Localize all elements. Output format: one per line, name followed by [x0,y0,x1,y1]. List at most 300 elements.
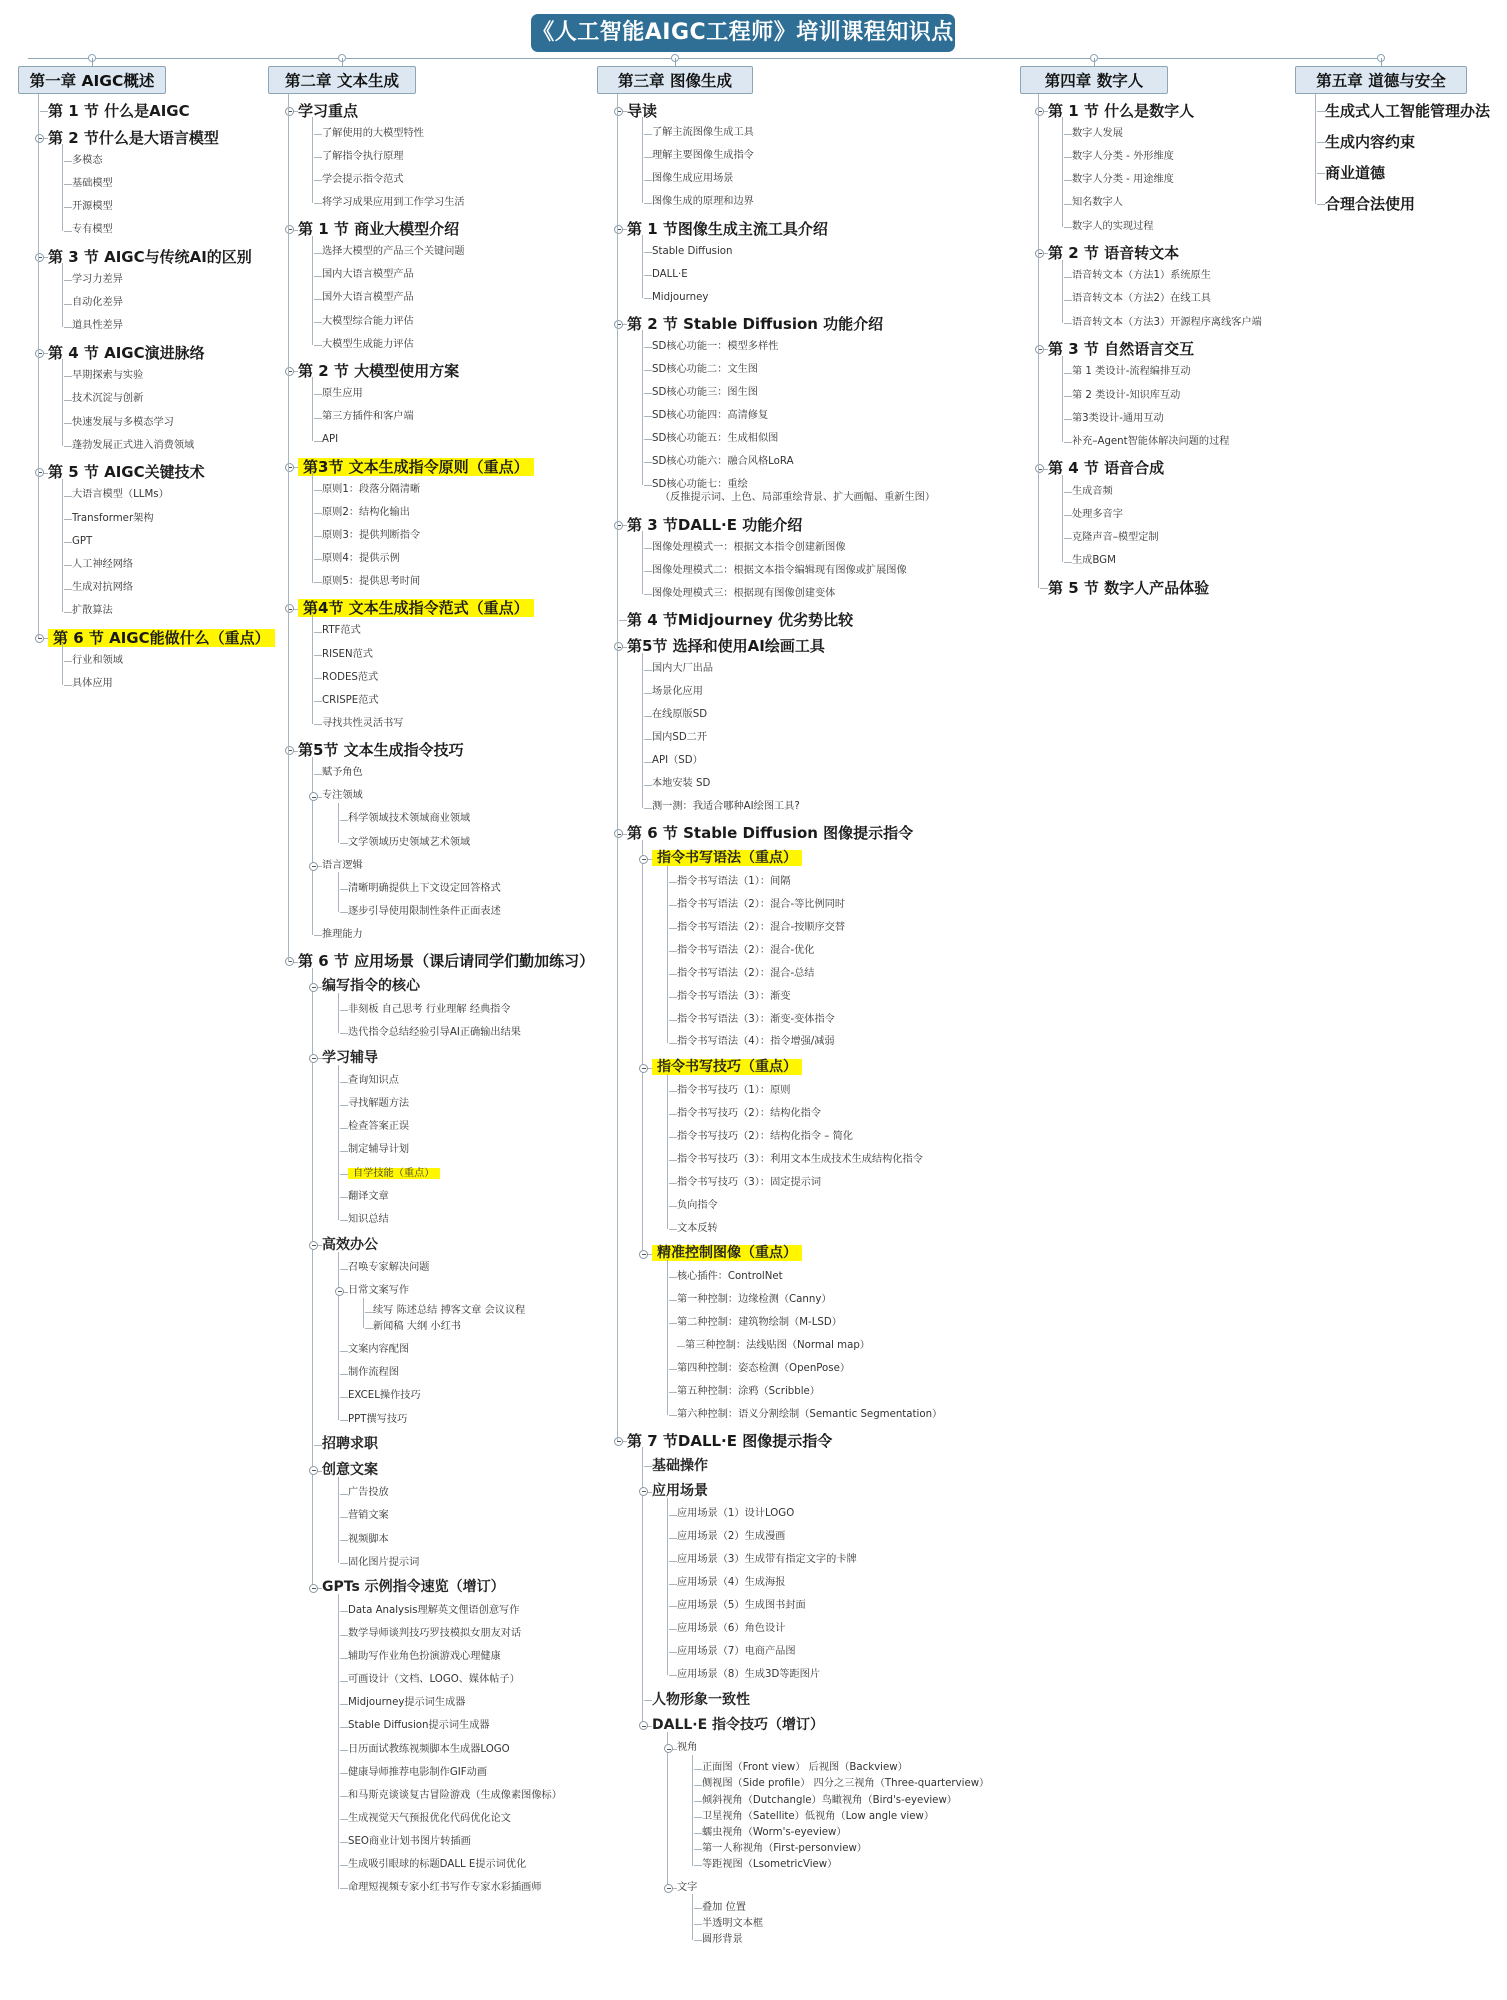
subtopic-node[interactable] [677,1271,783,1284]
subtopic-node[interactable] [348,1075,399,1088]
topic-node[interactable] [652,127,754,140]
subtopic-node[interactable] [348,1859,526,1872]
node-label: 文字 [677,1881,698,1893]
node-label: 第 7 节DALL·E 图像提示指令 [627,1431,833,1450]
collapse-toggle-icon[interactable] [35,634,44,643]
subtopic-node[interactable] [348,1697,466,1710]
topic-node[interactable] [1072,197,1123,210]
subtopic-node[interactable] [702,1918,763,1931]
section-node[interactable] [298,599,534,618]
subtopic-node[interactable] [348,1813,511,1826]
topic-node[interactable] [1072,128,1123,141]
topic-node[interactable] [652,364,758,377]
topic-node[interactable] [322,174,404,187]
section-node[interactable] [1048,340,1194,359]
topic-node[interactable] [322,411,414,424]
node-label: Stable Diffusion [652,245,733,257]
subtopic-node[interactable] [677,922,845,935]
topic-node[interactable] [72,582,133,595]
topic-node[interactable] [72,489,169,502]
node-label: 续写 陈述总结 搏客文章 会议议程 [373,1305,526,1317]
subtopic-node[interactable] [702,1859,837,1872]
node-label: 人工神经网络 [72,559,134,570]
section-node[interactable] [1048,102,1194,121]
topic-node[interactable] [322,388,363,401]
topic-node[interactable] [1072,390,1180,403]
topic-node[interactable] [652,150,754,163]
topic-node[interactable] [1072,293,1211,306]
topic-node[interactable] [652,686,703,699]
collapse-toggle-icon[interactable] [309,983,318,992]
subtopic-node[interactable] [348,1882,542,1895]
collapse-toggle-icon[interactable] [1035,464,1044,473]
collapse-toggle-icon[interactable] [309,1054,318,1063]
subtopic-node[interactable] [677,1646,796,1659]
node-label: 辅助写作业角色扮演游戏心理健康 [348,1651,501,1663]
collapse-toggle-icon[interactable] [614,829,623,838]
section-node[interactable] [298,362,459,381]
topic-node[interactable] [652,732,707,745]
subtopic-node[interactable] [348,1214,389,1227]
node-label: GPTs 示例指令速览（增订） [322,1579,505,1596]
topic-node[interactable] [322,929,363,942]
topic-node[interactable] [72,155,103,168]
subtopic-node[interactable] [348,1628,521,1641]
subtopic-node[interactable] [348,1744,510,1757]
topic-node[interactable] [652,778,710,791]
subtopic-node[interactable] [348,1367,399,1380]
collapse-toggle-icon[interactable] [35,468,44,477]
subtopic-node[interactable] [702,1778,989,1791]
branch-line [363,1298,364,1328]
topic-node[interactable] [72,393,143,406]
subtopic-node[interactable] [348,1790,562,1803]
subtopic-node[interactable] [677,1742,697,1755]
subtopic-node[interactable] [677,1200,718,1213]
collapse-toggle-icon[interactable] [309,1241,318,1250]
section-node[interactable] [627,516,802,535]
topic-node[interactable] [652,196,754,209]
topic-node[interactable] [322,530,420,543]
topic-node[interactable] [322,1237,378,1255]
subtopic-node[interactable] [702,1811,934,1824]
topic-node[interactable] [322,316,414,329]
topic-node[interactable] [322,553,400,566]
subtopic-node[interactable] [348,837,470,850]
topic-node[interactable] [652,341,778,354]
node-label: 第五种控制：涂鸦（Scribble） [677,1385,820,1397]
topic-node[interactable] [72,536,92,549]
section-node[interactable] [298,220,459,239]
subtopic-node[interactable] [348,1605,519,1618]
topic-node[interactable] [322,151,404,164]
subtopic-node[interactable] [677,1508,794,1521]
section-node[interactable] [298,458,534,477]
subtopic-node[interactable] [348,1098,409,1111]
subtopic-node[interactable] [677,945,815,958]
section-node[interactable] [48,463,205,482]
section-node[interactable] [1325,195,1415,214]
chapter-spine [288,94,289,962]
topic-node[interactable] [652,1717,824,1735]
topic-node[interactable] [322,649,373,662]
topic-node[interactable] [322,484,420,497]
collapse-toggle-icon[interactable] [285,463,294,472]
branch-line [667,1260,668,1415]
section-node[interactable] [48,248,252,267]
topic-node[interactable] [322,197,465,210]
subtopic-node[interactable] [702,1827,847,1840]
topic-node[interactable] [322,1050,378,1068]
topic-node[interactable] [1072,366,1191,379]
node-label: 本地安装 SD [652,778,711,790]
chapter-node[interactable]: 第三章 图像生成 [597,66,753,94]
branch-line [312,615,313,724]
section-node[interactable] [627,1432,832,1451]
node-label: DALL·E [652,268,688,280]
topic-node[interactable] [652,709,707,722]
subtopic-node[interactable] [348,813,470,826]
collapse-toggle-icon[interactable] [639,1721,648,1730]
subtopic-node[interactable] [677,1131,853,1144]
collapse-toggle-icon[interactable] [309,792,318,801]
subtopic-node[interactable] [373,1305,525,1318]
topic-node[interactable] [1072,317,1262,330]
node-label: 第一人称视角（First-personview） [702,1842,867,1854]
topic-node[interactable] [322,269,414,282]
subtopic-node[interactable] [348,1557,419,1570]
subtopic-node[interactable] [348,1344,409,1357]
section-node[interactable] [298,102,358,121]
section-node[interactable] [1325,102,1490,121]
topic-node[interactable] [72,678,113,691]
subtopic-node[interactable] [348,906,501,919]
section-node[interactable] [627,315,883,334]
topic-node[interactable] [652,755,703,768]
topic-node[interactable] [72,297,123,310]
collapse-toggle-icon[interactable] [285,367,294,376]
collapse-toggle-icon[interactable] [35,134,44,143]
section-node[interactable] [627,824,913,843]
subtopic-node[interactable] [348,1720,490,1733]
section-node[interactable] [627,637,825,656]
subtopic-node[interactable] [348,1121,409,1134]
topic-node[interactable] [652,246,733,259]
collapse-toggle-icon[interactable] [1035,249,1044,258]
subtopic-node[interactable] [677,1108,821,1121]
subtopic-node[interactable] [702,1795,957,1808]
subtopic-node[interactable] [677,1317,842,1330]
topic-node[interactable] [322,672,378,685]
section-node[interactable] [298,952,594,971]
topic-node[interactable] [652,479,748,492]
subtopic-node[interactable] [677,1294,832,1307]
topic-node[interactable] [652,1692,750,1710]
topic-node[interactable] [322,1462,378,1480]
branch-line [692,1755,693,1866]
topic-node[interactable] [72,559,133,572]
topic-node[interactable] [652,588,835,601]
topic-node[interactable] [322,695,379,708]
topic-node[interactable] [72,605,113,618]
topic-node[interactable] [72,513,154,526]
topic-node[interactable] [1072,221,1154,234]
section-node[interactable] [48,629,275,648]
topic-node[interactable] [322,1579,505,1597]
subtopic-node[interactable] [677,1154,923,1167]
node-label: 补充–Agent智能体解决问题的过程 [1072,435,1230,447]
topic-node[interactable] [322,339,414,352]
collapse-toggle-icon[interactable] [614,320,623,329]
subtopic-node[interactable] [702,1762,908,1775]
topic-node[interactable] [322,576,420,589]
collapse-toggle-icon[interactable] [664,1744,673,1753]
topic-node[interactable] [72,417,174,430]
topic-node[interactable] [652,850,802,868]
topic-node[interactable] [322,507,410,520]
subtopic-node[interactable] [677,968,815,981]
subtopic-node[interactable] [677,1223,718,1236]
node-label: 自学技能（重点） [348,1168,440,1179]
topic-node[interactable] [652,663,713,676]
collapse-toggle-icon[interactable] [285,604,294,613]
subtopic-node[interactable] [348,1674,520,1687]
node-label: 生成吸引眼球的标题DALL E提示词优化 [348,1858,527,1870]
topic-node[interactable] [1072,413,1164,426]
topic-node[interactable] [322,292,414,305]
topic-node[interactable] [652,292,708,305]
subtopic-node[interactable] [702,1902,746,1915]
collapse-toggle-icon[interactable] [614,521,623,530]
subtopic-node[interactable] [348,1487,389,1500]
topic-node[interactable] [72,201,113,214]
topic-node[interactable] [322,860,363,873]
subtopic-node[interactable] [348,1285,409,1298]
node-label: 了解指令执行原理 [322,150,404,162]
section-node[interactable] [1048,459,1164,478]
topic-node[interactable] [1072,436,1230,449]
node-label: RTF范式 [322,625,361,637]
node-label: 国内SD二开 [652,732,708,744]
topic-node[interactable] [652,542,846,555]
topic-node[interactable] [322,767,363,780]
topic-node[interactable] [652,1059,802,1077]
topic-node[interactable] [652,433,778,446]
subtopic-node[interactable] [348,1262,430,1275]
section-node[interactable] [1325,164,1385,183]
node-label: 第3节 文本生成指令原则（重点） [298,458,534,476]
collapse-toggle-icon[interactable] [35,349,44,358]
branch-line [312,236,313,345]
node-label: 扩散算法 [72,605,113,617]
topic-node[interactable] [322,128,424,141]
subtopic-node[interactable] [348,1004,511,1017]
topic-node[interactable] [652,801,800,814]
node-label: 应用场景（6）角色设计 [677,1623,786,1635]
collapse-toggle-icon[interactable] [639,1250,648,1259]
topic-node[interactable] [652,1458,708,1476]
subtopic-node[interactable] [348,1767,487,1780]
node-label: 理解主要图像生成指令 [652,150,754,162]
node-label: 迭代指令总结经验引导AI正确输出结果 [348,1026,521,1038]
topic-node[interactable] [322,625,361,638]
node-label: 应用场景（7）电商产品图 [677,1646,796,1658]
node-label: 自动化差异 [72,297,123,309]
subtopic-node[interactable] [685,1340,870,1353]
node-label: 指令书写语法（重点） [652,850,802,866]
topic-node[interactable] [1072,174,1174,187]
section-node[interactable] [48,129,219,148]
subtopic-node[interactable] [348,1027,521,1040]
subtopic-node[interactable] [348,1651,501,1664]
collapse-toggle-icon[interactable] [1035,345,1044,354]
topic-node[interactable] [652,456,794,469]
chapter-node[interactable]: 第一章 AIGC概述 [18,66,166,94]
subtopic-node[interactable] [348,1510,389,1523]
chapter-node[interactable]: 第五章 道德与安全 [1295,66,1467,94]
topic-node[interactable] [322,246,465,259]
subtopic-node[interactable] [677,1177,821,1190]
subtopic-node[interactable] [348,883,501,896]
collapse-toggle-icon[interactable] [639,1064,648,1073]
node-label: 正面图（Front view） 后视图（Backview） [702,1762,908,1774]
collapse-toggle-icon[interactable] [309,1466,318,1475]
collapse-toggle-icon[interactable] [309,862,318,871]
node-label: 检查答案正误 [348,1121,410,1133]
node-label: 和马斯克谈谈复古冒险游戏（生成像素图像标） [348,1789,562,1801]
branch-line [642,235,643,298]
topic-node[interactable] [1072,151,1174,164]
collapse-toggle-icon[interactable] [335,1287,344,1296]
section-node[interactable] [1325,133,1415,152]
topic-node[interactable] [72,224,113,237]
collapse-toggle-icon[interactable] [664,1884,673,1893]
topic-node[interactable] [72,320,123,333]
section-node[interactable] [48,344,205,363]
topic-node[interactable] [72,370,143,383]
node-label: 编写指令的核心 [322,978,420,995]
node-label: 第 3 节 AIGC与传统AI的区别 [48,247,252,266]
section-node[interactable] [48,102,190,121]
node-label: 国外大语言模型产品 [322,292,414,304]
section-node[interactable] [627,611,853,630]
node-label: API [322,434,339,446]
collapse-toggle-icon[interactable] [614,1437,623,1446]
section-node[interactable] [1048,579,1209,598]
subtopic-node[interactable] [677,876,790,889]
subtopic-node[interactable] [348,1836,471,1849]
collapse-toggle-icon[interactable] [35,253,44,262]
chapter-node[interactable]: 第四章 数字人 [1020,66,1168,94]
subtopic-node[interactable] [677,1036,835,1049]
topic-node[interactable] [652,565,907,578]
topic-node[interactable] [72,440,194,453]
subtopic-node[interactable] [677,1577,785,1590]
subtopic-node[interactable] [348,1191,389,1204]
topic-node[interactable] [652,387,758,400]
topic-node[interactable] [72,178,113,191]
section-node[interactable] [1048,244,1179,263]
collapse-toggle-icon[interactable] [639,1487,648,1496]
subtopic-node[interactable] [677,1554,857,1567]
subtopic-node[interactable] [702,1843,867,1856]
topic-node[interactable] [660,492,935,505]
subtopic-node[interactable] [677,1085,790,1098]
topic-node[interactable] [652,173,734,186]
topic-node[interactable] [1072,270,1211,283]
subtopic-node[interactable] [677,1600,806,1613]
chapter-node[interactable]: 第二章 文本生成 [268,66,416,94]
collapse-toggle-icon[interactable] [1035,107,1044,116]
subtopic-node[interactable] [677,1014,835,1027]
node-label: 生成对抗网络 [72,582,134,594]
section-node[interactable] [298,741,464,760]
subtopic-node[interactable] [677,991,790,1004]
subtopic-node[interactable] [677,1623,785,1636]
topic-node[interactable] [72,655,123,668]
node-label: 图像处理模式一：根据文本指令创建新图像 [652,541,846,553]
subtopic-node[interactable] [677,1363,850,1376]
subtopic-node[interactable] [677,1386,820,1399]
collapse-toggle-icon[interactable] [614,642,623,651]
subtopic-node[interactable] [677,1409,942,1422]
collapse-toggle-icon[interactable] [614,107,623,116]
node-label: 知名数字人 [1072,197,1123,209]
topic-node[interactable] [652,1483,708,1501]
collapse-toggle-icon[interactable] [285,746,294,755]
subtopic-node[interactable] [348,1390,421,1403]
topic-node[interactable] [72,274,123,287]
subtopic-node[interactable] [677,1882,697,1895]
node-label: 指令书写语法（3）：渐变 [677,990,791,1002]
chapter-spine [1038,94,1039,588]
collapse-toggle-icon[interactable] [309,1584,318,1593]
subtopic-node[interactable] [348,1144,409,1157]
topic-node[interactable] [322,790,363,803]
node-label: 侧视图（Side profile） 四分之三视角（Three-quarterview） [702,1778,990,1790]
subtopic-node[interactable] [348,1168,440,1181]
topic-node[interactable] [1072,486,1113,499]
topic-node[interactable] [322,434,338,447]
subtopic-node[interactable] [677,1669,820,1682]
collapse-toggle-icon[interactable] [285,225,294,234]
subtopic-node[interactable] [677,899,845,912]
topic-node[interactable] [652,1245,802,1263]
topic-node[interactable] [322,1436,378,1454]
subtopic-node[interactable] [373,1321,461,1334]
topic-node[interactable] [322,718,404,731]
subtopic-node[interactable] [348,1534,389,1547]
collapse-toggle-icon[interactable] [614,225,623,234]
topic-node[interactable] [1072,509,1123,522]
topic-node[interactable] [322,978,420,996]
topic-node[interactable] [1072,555,1116,568]
subtopic-node[interactable] [677,1531,785,1544]
section-node[interactable] [627,220,828,239]
subtopic-node[interactable] [702,1934,743,1947]
node-label: 原则3：提供判断指令 [322,529,421,541]
topic-node[interactable] [652,269,688,282]
node-label: 第 2 节 Stable Diffusion 功能介绍 [627,314,884,333]
subtopic-node[interactable] [348,1414,407,1427]
node-label: 第 4 节Midjourney 优劣势比较 [627,610,854,629]
topic-node[interactable] [652,410,768,423]
topic-node[interactable] [1072,532,1159,545]
collapse-toggle-icon[interactable] [285,957,294,966]
branch-line [692,1894,693,1940]
collapse-toggle-icon[interactable] [639,855,648,864]
collapse-toggle-icon[interactable] [285,107,294,116]
